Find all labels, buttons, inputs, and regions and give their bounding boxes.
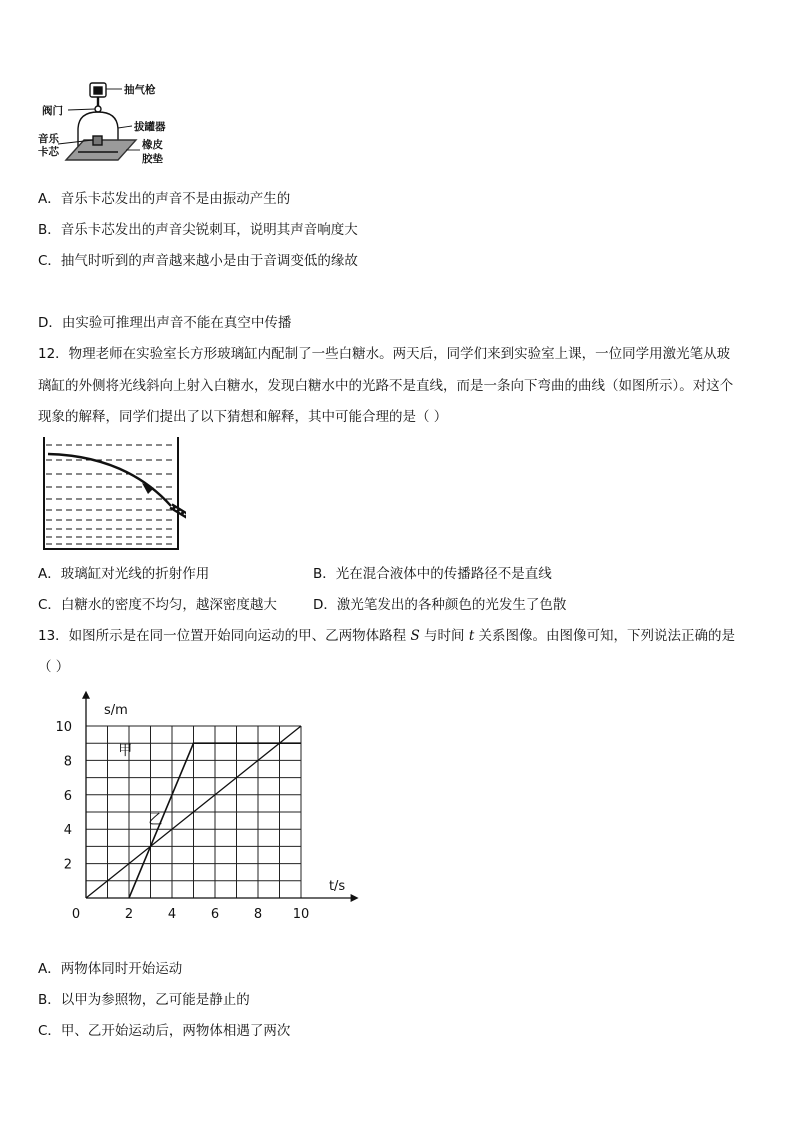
x-axis-label: t/s <box>328 879 346 894</box>
q13-option-a: A．两物体同时开始运动 <box>38 961 183 977</box>
y-axis-label: s/m <box>104 703 128 719</box>
x-tick-label: 8 <box>253 907 263 922</box>
q12-option-d: D．激光笔发出的各种颜色的光发生了色散 <box>313 597 567 613</box>
label-chip-1: 音乐 <box>38 133 59 145</box>
label-valve: 阀门 <box>42 105 63 117</box>
bell-jar-figure <box>36 80 186 172</box>
music-chip-shape <box>93 136 102 145</box>
x-tick-label: 0 <box>71 907 81 922</box>
label-pad-1: 橡皮 <box>142 139 163 151</box>
x-tick-label: 10 <box>292 907 310 922</box>
x-tick-label: 4 <box>167 907 177 922</box>
q11-option-d: D．由实验可推理出声音不能在真空中传播 <box>38 315 292 331</box>
var-t: t <box>468 628 475 644</box>
q13-option-b: B．以甲为参照物，乙可能是静止的 <box>38 992 250 1008</box>
q12-stem-line-3: 现象的解释，同学们提出了以下猜想和解释，其中可能合理的是（ ） <box>38 409 448 425</box>
q12-option-c: C．白糖水的密度不均匀，越深密度越大 <box>38 597 277 613</box>
x-axis-arrow <box>351 894 359 902</box>
series-label-yi: 乙 <box>148 812 163 829</box>
y-tick-label: 4 <box>63 823 72 839</box>
y-tick-label: 6 <box>63 788 72 804</box>
label-chip-2: 卡芯 <box>38 146 59 158</box>
light-path-curve <box>48 454 171 506</box>
y-tick-label: 8 <box>63 754 72 770</box>
x-tick-label: 2 <box>124 907 134 922</box>
q11-option-a: A．音乐卡芯发出的声音不是由振动产生的 <box>38 191 291 207</box>
s-t-graph <box>40 690 370 925</box>
y-tick-label: 2 <box>63 857 72 873</box>
x-tick-label: 6 <box>210 907 220 922</box>
series-label-jia: 甲 <box>118 743 133 760</box>
sugar-water-tank-figure <box>36 436 186 552</box>
label-pad-2: 胶垫 <box>142 153 163 165</box>
y-tick-label: 10 <box>55 720 72 735</box>
q13-stem-line-1: 13．如图所示是在同一位置开始同向运动的甲、乙两物体路程 S 与时间 t 关系图像。由图像可知，下列说法正确的是 <box>38 628 736 644</box>
q13-stem-line-2: （ ） <box>38 659 70 675</box>
var-s: S <box>410 628 420 644</box>
valve-shape <box>95 106 101 112</box>
q12-option-b: B．光在混合液体中的传播路径不是直线 <box>313 566 552 582</box>
y-axis-arrow <box>82 691 90 699</box>
label-pump: 抽气枪 <box>124 84 156 96</box>
q12-option-a: A．玻璃缸对光线的折射作用 <box>38 566 210 582</box>
label-jar: 拔罐器 <box>134 121 166 133</box>
q11-option-b: B．音乐卡芯发出的声音尖锐刺耳，说明其声音响度大 <box>38 222 358 238</box>
q13-option-c: C．甲、乙开始运动后，两物体相遇了两次 <box>38 1023 291 1039</box>
q12-stem-line-2: 璃缸的外侧将光线斜向上射入白糖水，发现白糖水中的光路不是直线，而是一条向下弯曲的曲线（如图所示）。对这个 <box>38 378 734 394</box>
q11-option-c: C．抽气时听到的声音越来越小是由于音调变低的缘故 <box>38 253 358 269</box>
q12-stem-line-1: 12．物理老师在实验室长方形玻璃缸内配制了一些白糖水。两天后，同学们来到实验室上课，一位同学用激光笔从玻 <box>38 346 731 362</box>
